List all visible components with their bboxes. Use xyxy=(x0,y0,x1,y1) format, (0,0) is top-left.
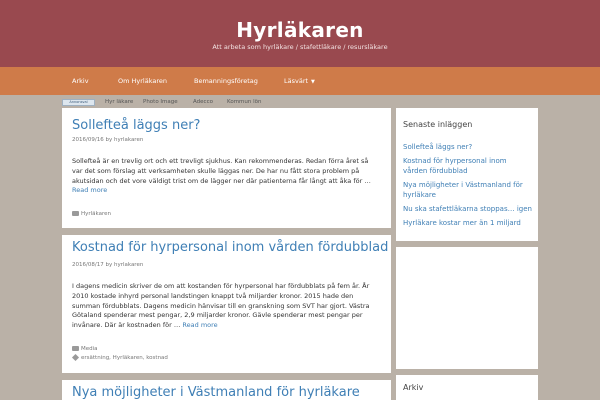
nav-item-lasvart[interactable] xyxy=(284,77,315,85)
widget-title-recent: Senaste inläggen xyxy=(403,120,473,129)
ad-choices-badge[interactable]: Annonsval xyxy=(62,99,95,106)
category-link[interactable]: Media xyxy=(81,346,98,352)
post-excerpt xyxy=(72,282,378,331)
folder-icon xyxy=(72,211,79,216)
recent-post-link[interactable]: Nya möjligheter i Västmanland för hyrläkare xyxy=(403,181,523,199)
post-tags xyxy=(72,355,168,361)
ad-link-kommun-lon[interactable]: Kommun lön xyxy=(227,99,262,105)
tag-icon xyxy=(72,354,79,361)
nav-item-lasvart-label: Läsvärt xyxy=(284,77,309,85)
post-title[interactable]: Nya möjligheter i Västmanland för hyrläkare xyxy=(72,385,360,400)
nav-item-om-hyrlakaren[interactable]: Om Hyrläkaren xyxy=(118,77,167,85)
recent-post-link[interactable]: Kostnad för hyrpersonal inom vården fördubblad xyxy=(403,157,507,175)
post-date[interactable]: 2016/08/17 xyxy=(72,262,104,268)
post-date[interactable]: 2016/09/16 xyxy=(72,137,104,143)
post-excerpt xyxy=(72,157,378,196)
post-by: by xyxy=(105,262,113,268)
site-description: Att arbeta som hyrläkare / stafettläkare / resursläkare xyxy=(212,43,388,51)
site-header xyxy=(0,0,600,67)
folder-icon xyxy=(72,346,79,351)
site-title[interactable]: Hyrläkaren xyxy=(236,18,364,42)
ad-link-hyr-lakare[interactable]: Hyr läkare xyxy=(105,99,134,105)
post-excerpt-text: I dagens medicin skriver de om att kostanden för hyrpersonal har fördubblats på fem år. År 2010 kostade inhyrd personal landstingen knappt två miljarder kronor. 2015 hade den summan fördubblats. Dagens medicin hänvisar till en granskning som SVT har gjort. Västra Götaland spenderar mest pengar, 2,9 miljarder kronor. Gävle spenderar mest pengar per invånare. Där är kostnaden för xyxy=(72,282,370,330)
post-meta xyxy=(72,262,143,268)
recent-post-link[interactable]: Hyrläkare kostar mer än 1 miljard xyxy=(403,219,521,227)
post-author[interactable]: hyrlakaren xyxy=(113,262,144,268)
post-card xyxy=(62,235,391,373)
chevron-down-icon: ▼ xyxy=(311,79,315,85)
post-categories xyxy=(72,346,98,352)
post-excerpt-ellipsis: … xyxy=(364,176,371,185)
widget-title-archive: Arkiv xyxy=(403,383,424,392)
post-title[interactable]: Kostnad för hyrpersonal inom vården fördubblad xyxy=(72,240,389,255)
recent-post-link[interactable]: Nu ska stafettläkarna stoppas… igen xyxy=(403,205,532,213)
ad-link-adecco[interactable]: Adecco xyxy=(193,99,213,105)
post-excerpt-text: Sollefteå är en trevlig ort och ett trevligt sjukhus. Kan rekommenderas. Redan förra året så var det som förslag att verksamheten skulle läggas ner. De har nu fått stora problem på akutsidan och det vore väldigt trist om de lägger ner där patienterna får långt att åka för xyxy=(72,157,369,185)
post-categories xyxy=(72,211,111,217)
nav-item-arkiv[interactable]: Arkiv xyxy=(72,77,89,85)
archive-widget xyxy=(396,375,538,400)
ad-link-photo-image[interactable]: Photo Image xyxy=(143,99,178,105)
post-author[interactable]: hyrlakaren xyxy=(113,137,144,143)
recent-posts-widget xyxy=(396,108,538,241)
sidebar-blank-widget xyxy=(396,247,538,369)
read-more-link[interactable]: Read more xyxy=(182,321,218,330)
post-meta xyxy=(72,137,143,143)
read-more-link[interactable]: Read more xyxy=(72,186,108,195)
post-card xyxy=(62,380,391,400)
main-navigation xyxy=(0,67,600,95)
nav-item-bemanningsforetag[interactable]: Bemanningsföretag xyxy=(194,77,258,85)
tag-links[interactable]: ersättning, Hyrläkaren, kostnad xyxy=(81,355,168,361)
post-by: by xyxy=(105,137,113,143)
category-link[interactable]: Hyrläkaren xyxy=(81,211,112,217)
post-excerpt-ellipsis: … xyxy=(173,321,181,330)
post-card xyxy=(62,108,391,228)
post-title[interactable]: Sollefteå läggs ner? xyxy=(72,118,201,133)
recent-post-link[interactable]: Sollefteå läggs ner? xyxy=(403,143,473,151)
ad-links-bar xyxy=(62,99,392,106)
